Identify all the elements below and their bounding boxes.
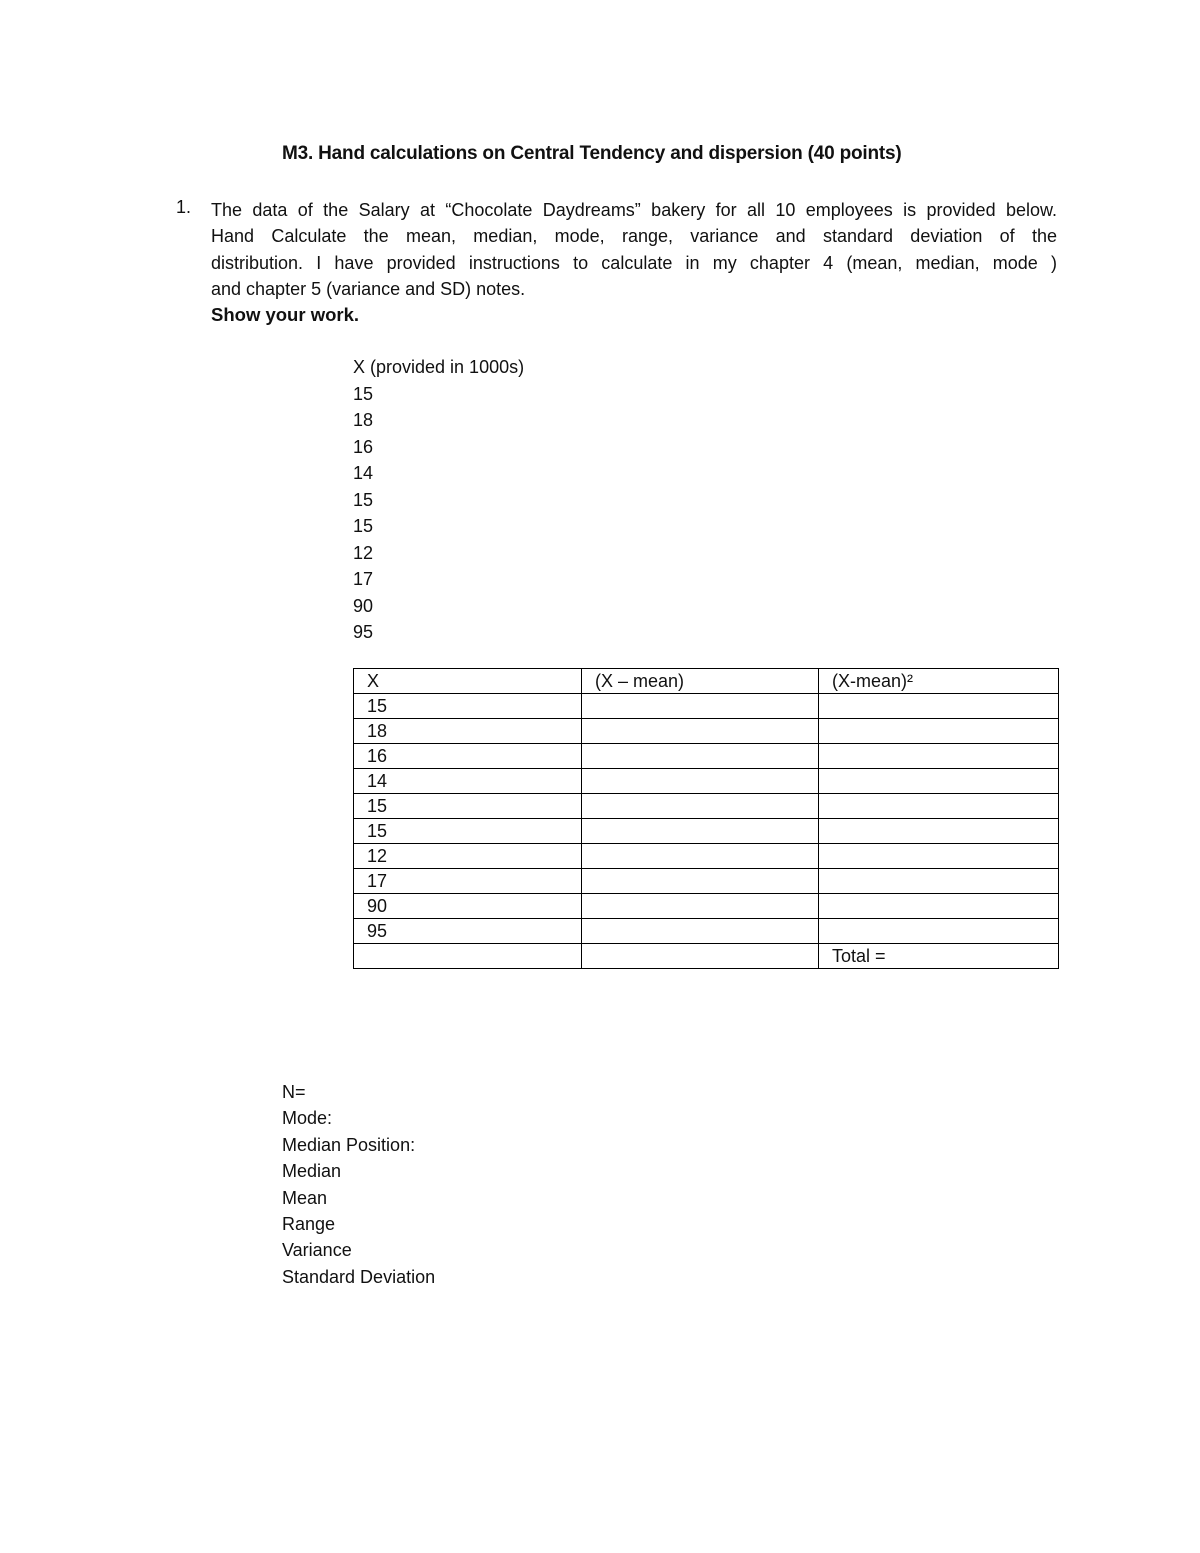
cell-x: 90: [354, 894, 582, 919]
data-list-item: 90: [353, 595, 374, 616]
table-row: [354, 719, 1059, 744]
cell-squared-deviation[interactable]: [819, 744, 1059, 769]
cell-deviation[interactable]: [582, 694, 819, 719]
cell-deviation[interactable]: [582, 794, 819, 819]
data-list-item: 15: [353, 489, 374, 510]
cell-x: 15: [354, 794, 582, 819]
cell-x: 95: [354, 919, 582, 944]
cell-x: 12: [354, 844, 582, 869]
cell-squared-deviation[interactable]: [819, 919, 1059, 944]
cell-x: 18: [354, 719, 582, 744]
answer-variance: Variance: [282, 1240, 352, 1261]
cell-deviation[interactable]: [582, 894, 819, 919]
cell-x: 16: [354, 744, 582, 769]
table-row: [354, 819, 1059, 844]
table-row: [354, 769, 1059, 794]
data-list-item: 95: [353, 622, 374, 642]
answer-range: Range: [282, 1214, 336, 1235]
cell-squared-deviation[interactable]: [819, 819, 1059, 844]
cell-deviation[interactable]: [582, 719, 819, 744]
header-squared-deviation: (X-mean)²: [819, 669, 1059, 694]
cell-squared-deviation[interactable]: [819, 869, 1059, 894]
cell-deviation[interactable]: [582, 844, 819, 869]
table-header-row: [354, 669, 1059, 694]
cell-squared-deviation[interactable]: [819, 794, 1059, 819]
answer-standard-deviation: Standard Deviation: [282, 1266, 436, 1287]
header-deviation: (X – mean): [582, 669, 819, 694]
data-list-item: 18: [353, 410, 374, 430]
cell-squared-deviation[interactable]: [819, 894, 1059, 919]
cell-deviation[interactable]: [582, 819, 819, 844]
salary-data-list: [353, 354, 524, 646]
cell-squared-deviation[interactable]: [819, 719, 1059, 744]
question-text: [211, 197, 1057, 328]
table-row: [354, 694, 1059, 719]
deviation-table: [353, 668, 1059, 969]
table-row: [354, 894, 1059, 919]
cell-deviation[interactable]: [582, 769, 819, 794]
cell-empty: [354, 944, 582, 969]
answer-n: N=: [282, 1082, 306, 1102]
cell-squared-deviation[interactable]: [819, 769, 1059, 794]
cell-x: 17: [354, 869, 582, 894]
cell-x: 15: [354, 694, 582, 719]
data-list-item: 15: [353, 383, 374, 404]
question-line: distribution. I have provided instructions to calculate in my chapter 4 (mean, median, mode ): [211, 252, 1057, 273]
cell-x: 14: [354, 769, 582, 794]
table-row: [354, 744, 1059, 769]
data-list-item: 17: [353, 569, 374, 589]
table-row: [354, 794, 1059, 819]
cell-deviation[interactable]: [582, 869, 819, 894]
cell-empty: [582, 944, 819, 969]
table-row: [354, 919, 1059, 944]
answer-mean: Mean: [282, 1187, 328, 1208]
answer-median-position: Median Position:: [282, 1134, 416, 1155]
question-line: The data of the Salary at “Chocolate Daydreams” bakery for all 10 employees is provided below.: [211, 200, 1057, 220]
table-row: [354, 869, 1059, 894]
data-list-item: 14: [353, 463, 374, 483]
cell-squared-deviation[interactable]: [819, 844, 1059, 869]
answer-labels: [282, 1079, 435, 1290]
answer-median: Median: [282, 1161, 342, 1182]
cell-deviation[interactable]: [582, 919, 819, 944]
table-row: [354, 844, 1059, 869]
table-total-row: [354, 944, 1059, 969]
question-number: 1.: [176, 197, 192, 217]
question-line: Hand Calculate the mean, median, mode, range, variance and standard deviation of the: [211, 226, 1057, 247]
header-x: X: [354, 669, 582, 694]
cell-deviation[interactable]: [582, 744, 819, 769]
cell-x: 15: [354, 819, 582, 844]
cell-squared-deviation[interactable]: [819, 694, 1059, 719]
total-label[interactable]: Total =: [819, 944, 1059, 969]
page-title: M3. Hand calculations on Central Tendency and dispersion (40 points): [282, 143, 902, 164]
show-work-instruction: Show your work.: [211, 304, 360, 326]
data-list-item: 12: [353, 542, 374, 563]
question-line: and chapter 5 (variance and SD) notes.: [211, 278, 526, 299]
answer-mode: Mode:: [282, 1108, 333, 1129]
data-list-header: X (provided in 1000s): [353, 357, 525, 377]
data-list-item: 15: [353, 516, 374, 536]
data-list-item: 16: [353, 436, 374, 457]
